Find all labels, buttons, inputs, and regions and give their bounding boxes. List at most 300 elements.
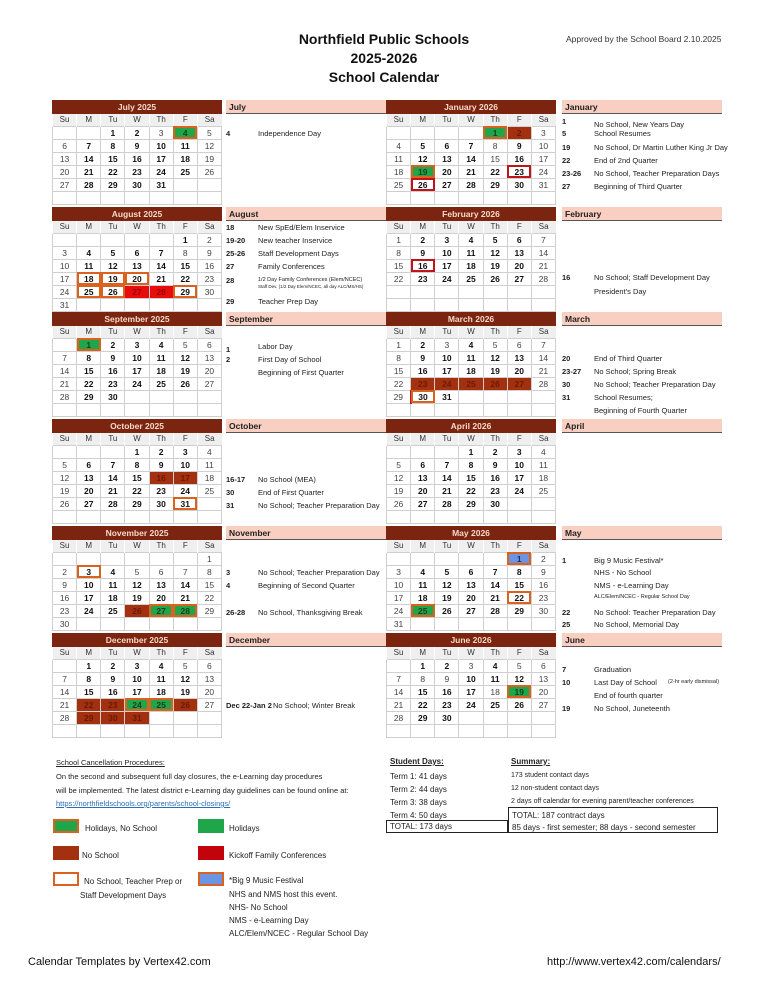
calendar-day: 19 — [435, 591, 459, 604]
calendar-day: 15 — [411, 685, 435, 698]
notes-october — [226, 419, 386, 510]
calendar-day: 18 — [387, 165, 411, 178]
weekday-header: M — [77, 114, 101, 126]
notes-title: March — [562, 312, 722, 326]
calendar-day: 9 — [101, 672, 125, 685]
calendar-day: 27 — [125, 285, 149, 298]
calendar-day: 30 — [435, 711, 459, 724]
calendar-day: 16 — [53, 591, 77, 604]
weekday-header: Th — [483, 326, 507, 338]
calendar-day: 29 — [483, 178, 507, 191]
calendar-day: 10 — [77, 578, 101, 591]
calendar-day: 24 — [507, 484, 531, 497]
notes-title: September — [226, 312, 386, 326]
calendar-day: 19 — [483, 364, 507, 377]
calendar-day: 26 — [483, 377, 507, 390]
summary-title: Summary: — [511, 757, 551, 766]
empty-cell — [411, 191, 435, 204]
weekday-header: Tu — [101, 540, 125, 552]
weekday-header: Sa — [197, 221, 221, 233]
footer-url[interactable]: http://www.vertex42.com/calendars/ — [547, 956, 721, 968]
empty-cell — [173, 191, 197, 204]
calendar-day: 19 — [197, 152, 221, 165]
note-date: 23-26 — [562, 169, 582, 178]
empty-cell — [507, 510, 531, 523]
calendar-day: 3 — [125, 659, 149, 672]
calendar-day: 8 — [197, 565, 221, 578]
calendar-day: 14 — [531, 246, 555, 259]
empty-cell — [77, 445, 101, 458]
calendar-day: 29 — [459, 497, 483, 510]
month-february-2026 — [386, 207, 556, 312]
empty-cell — [53, 552, 77, 565]
calendar-day: 29 — [197, 604, 221, 617]
calendar-day: 11 — [387, 152, 411, 165]
note-text: End of First Quarter — [258, 488, 324, 497]
note-text: Big 9 Music Festival* — [594, 556, 664, 565]
calendar-day: 16 — [411, 259, 435, 272]
empty-cell — [459, 510, 483, 523]
weekday-header: F — [173, 114, 197, 126]
calendar-day: 20 — [197, 685, 221, 698]
empty-cell — [101, 445, 125, 458]
note-date: 1 — [562, 556, 567, 565]
calendar-day: 21 — [435, 484, 459, 497]
calendar-day: 17 — [173, 471, 197, 484]
calendar-day: 1 — [459, 445, 483, 458]
note-text: NMS - e-Learning Day — [594, 581, 669, 590]
calendar-day: 5 — [507, 659, 531, 672]
weekday-header: Sa — [531, 221, 555, 233]
calendar-day: 7 — [101, 458, 125, 471]
calendar-day: 30 — [531, 604, 555, 617]
calendar-day: 14 — [459, 152, 483, 165]
calendar-day: 1 — [411, 659, 435, 672]
notes-march — [562, 312, 722, 415]
calendar-day: 28 — [483, 604, 507, 617]
calendar-day: 24 — [435, 377, 459, 390]
note-text: No School, Dr Martin Luther King Jr Day — [594, 143, 728, 152]
empty-cell — [459, 191, 483, 204]
calendar-day: 15 — [173, 259, 197, 272]
calendar-day: 11 — [173, 139, 197, 152]
calendar-row-3 — [52, 312, 722, 417]
calendar-day: 14 — [149, 259, 173, 272]
weekday-header: Tu — [435, 221, 459, 233]
calendar-day: 2 — [197, 233, 221, 246]
calendar-day: 14 — [53, 364, 77, 377]
empty-cell — [435, 445, 459, 458]
calendar-day: 9 — [125, 139, 149, 152]
weekday-header: M — [77, 433, 101, 445]
notes-title: October — [226, 419, 386, 433]
weekday-header: F — [507, 221, 531, 233]
calendar-day: 3 — [77, 565, 101, 578]
school-closings-link[interactable]: https://northfieldschools.org/parents/school-closings/ — [56, 799, 231, 808]
empty-cell — [173, 298, 197, 311]
empty-cell — [411, 617, 435, 630]
calendar-day: 26 — [173, 698, 197, 711]
calendar-day: 13 — [507, 246, 531, 259]
empty-cell — [53, 445, 77, 458]
notes-title: July — [226, 100, 386, 114]
calendar-day: 3 — [125, 338, 149, 351]
note-text: Beginning of Third Quarter — [594, 182, 683, 191]
approval-note: Approved by the School Board 2.10.2025 — [566, 34, 722, 44]
calendar-day: 4 — [483, 659, 507, 672]
calendar-day: 20 — [507, 364, 531, 377]
legend-prep-line1: No School, Teacher Prep or — [84, 877, 183, 886]
calendar-day: 11 — [531, 458, 555, 471]
empty-cell — [411, 298, 435, 311]
empty-cell — [411, 724, 435, 737]
calendar-day: 30 — [507, 178, 531, 191]
cancellation-title: School Cancellation Procedures: — [56, 758, 165, 767]
empty-cell — [197, 178, 221, 191]
calendar-day: 22 — [77, 377, 101, 390]
calendar-day: 27 — [507, 377, 531, 390]
note-date: 26-28 — [226, 608, 246, 617]
calendar-day: 23 — [483, 484, 507, 497]
note-text: No School: Teacher Preparation Day — [594, 608, 716, 617]
calendar-day: 15 — [459, 471, 483, 484]
note-text: President's Day — [594, 287, 647, 296]
note-text: Teacher Prep Day — [258, 297, 319, 306]
calendar-day: 21 — [149, 272, 173, 285]
month-september-2025 — [52, 312, 222, 417]
empty-cell — [387, 285, 411, 298]
calendar-day: 11 — [459, 246, 483, 259]
note-date: 7 — [562, 665, 567, 674]
month-title: August 2025 — [52, 207, 222, 221]
empty-cell — [149, 298, 173, 311]
calendar-day: 30 — [149, 497, 173, 510]
calendar-day: 29 — [411, 711, 435, 724]
empty-cell — [77, 126, 101, 139]
weekday-header: Su — [53, 221, 77, 233]
calendar-day: 19 — [173, 685, 197, 698]
weekday-header: Su — [387, 433, 411, 445]
empty-cell — [77, 510, 101, 523]
calendar-day: 19 — [173, 364, 197, 377]
calendar-day: 8 — [101, 139, 125, 152]
empty-cell — [387, 403, 411, 416]
calendar-day: 30 — [411, 390, 435, 403]
calendar-day: 28 — [101, 497, 125, 510]
empty-cell — [149, 233, 173, 246]
calendar-day: 3 — [53, 246, 77, 259]
calendar-day: 7 — [459, 139, 483, 152]
calendar-day: 1 — [173, 233, 197, 246]
empty-cell — [125, 617, 149, 630]
notes-january — [562, 100, 728, 191]
calendar-day: 6 — [53, 139, 77, 152]
empty-cell — [459, 617, 483, 630]
calendar-day: 14 — [53, 685, 77, 698]
calendar-day: 18 — [149, 685, 173, 698]
calendar-day: 7 — [53, 672, 77, 685]
empty-cell — [149, 724, 173, 737]
empty-cell — [459, 126, 483, 139]
note-text: Last Day of School — [594, 678, 657, 687]
calendar-day: 26 — [387, 497, 411, 510]
calendar-day: 2 — [101, 338, 125, 351]
weekday-header: M — [77, 540, 101, 552]
calendar-day: 20 — [507, 259, 531, 272]
empty-cell — [411, 445, 435, 458]
calendar-row-5 — [52, 526, 722, 631]
calendar-day: 25 — [77, 285, 101, 298]
calendar-day: 24 — [53, 285, 77, 298]
empty-cell — [387, 298, 411, 311]
calendar-day: 3 — [387, 565, 411, 578]
calendar-day: 15 — [387, 364, 411, 377]
calendar-day: 24 — [387, 604, 411, 617]
calendar-day: 7 — [483, 565, 507, 578]
calendar-day: 23 — [101, 377, 125, 390]
calendar-day: 11 — [483, 672, 507, 685]
calendar-day: 17 — [387, 591, 411, 604]
note-date: 22 — [562, 608, 571, 617]
weekday-header: Tu — [435, 114, 459, 126]
note-text: School Resumes — [594, 129, 651, 138]
calendar-day: 24 — [125, 377, 149, 390]
empty-cell — [101, 724, 125, 737]
calendar-day: 13 — [411, 471, 435, 484]
calendar-day: 19 — [101, 272, 125, 285]
month-december-2025 — [52, 633, 222, 738]
empty-cell — [173, 617, 197, 630]
empty-cell — [483, 403, 507, 416]
empty-cell — [411, 510, 435, 523]
empty-cell — [459, 711, 483, 724]
calendar-day: 8 — [411, 672, 435, 685]
calendar-day: 1 — [77, 338, 101, 351]
calendar-day: 20 — [459, 591, 483, 604]
calendar-day: 21 — [53, 698, 77, 711]
empty-cell — [101, 233, 125, 246]
legend-music-swatch — [198, 872, 224, 886]
note-text: End of Third Quarter — [594, 354, 663, 363]
calendar-day: 8 — [77, 672, 101, 685]
empty-cell — [125, 233, 149, 246]
empty-cell — [53, 338, 77, 351]
empty-cell — [125, 191, 149, 204]
calendar-day: 14 — [173, 578, 197, 591]
calendar-day: 24 — [459, 698, 483, 711]
notes-title: August — [226, 207, 386, 221]
note-date: 1 — [226, 345, 231, 354]
weekday-header: Sa — [197, 114, 221, 126]
calendar-day: 27 — [459, 604, 483, 617]
calendar-day: 12 — [173, 672, 197, 685]
cancellation-text-2: will be implemented. The latest district e-Learning day guidelines can be found online at: — [56, 786, 349, 795]
calendar-day: 8 — [77, 351, 101, 364]
note-text: Graduation — [594, 665, 632, 674]
calendar-day: 4 — [149, 659, 173, 672]
note-date: 25-26 — [226, 249, 246, 258]
empty-cell — [459, 403, 483, 416]
legend-prep-line2: Staff Development Days — [80, 891, 167, 900]
weekday-header: M — [411, 221, 435, 233]
calendar-day: 18 — [459, 364, 483, 377]
empty-cell — [483, 191, 507, 204]
empty-cell — [125, 403, 149, 416]
weekday-header: Su — [387, 114, 411, 126]
month-title: April 2026 — [386, 419, 556, 433]
calendar-day: 19 — [53, 484, 77, 497]
calendar-day: 13 — [53, 152, 77, 165]
calendar-day: 10 — [459, 672, 483, 685]
weekday-header: W — [125, 433, 149, 445]
footer-credit: Calendar Templates by Vertex42.com — [28, 956, 211, 968]
month-title: May 2026 — [386, 526, 556, 540]
calendar-day: 22 — [411, 698, 435, 711]
calendar-day: 14 — [77, 152, 101, 165]
weekday-header: M — [77, 647, 101, 659]
calendar-day: 23 — [125, 165, 149, 178]
weekday-header: M — [411, 647, 435, 659]
calendar-day: 26 — [125, 604, 149, 617]
empty-cell — [149, 191, 173, 204]
note-date: 10 — [562, 678, 571, 687]
calendar-day: 23 — [149, 484, 173, 497]
calendar-day: 15 — [483, 152, 507, 165]
weekday-header: Su — [53, 114, 77, 126]
calendar-day: 27 — [197, 698, 221, 711]
calendar-day: 3 — [531, 126, 555, 139]
calendar-day: 20 — [149, 591, 173, 604]
weekday-header: Su — [53, 647, 77, 659]
calendar-day: 23 — [507, 165, 531, 178]
empty-cell — [411, 285, 435, 298]
calendar-day: 24 — [149, 165, 173, 178]
weekday-header: F — [507, 540, 531, 552]
month-july-2025 — [52, 100, 222, 205]
empty-cell — [531, 617, 555, 630]
calendar-day: 2 — [53, 565, 77, 578]
calendar-day: 20 — [125, 272, 149, 285]
calendar-day: 19 — [411, 165, 435, 178]
calendar-day: 26 — [483, 272, 507, 285]
calendar-day: 5 — [435, 565, 459, 578]
calendar-day: 7 — [387, 672, 411, 685]
cancellation-text-1: On the second and subsequent full day closures, the e-Learning day procedures — [56, 772, 323, 781]
weekday-header: Th — [483, 114, 507, 126]
empty-cell — [173, 552, 197, 565]
calendar-day: 12 — [101, 259, 125, 272]
note-text: Independence Day — [258, 129, 321, 138]
calendar-day: 16 — [435, 685, 459, 698]
note-text: No School; Teacher Preparation Day — [594, 380, 716, 389]
calendar-day: 7 — [531, 338, 555, 351]
note-date: 31 — [226, 501, 235, 510]
calendar-day: 12 — [507, 672, 531, 685]
note-text: New teacher Inservice — [258, 236, 333, 245]
calendar-day: 29 — [173, 285, 197, 298]
note-date: 30 — [226, 488, 235, 497]
calendar-day: 30 — [483, 497, 507, 510]
empty-cell — [197, 711, 221, 724]
month-title: February 2026 — [386, 207, 556, 221]
calendar-day: 3 — [507, 445, 531, 458]
empty-cell — [411, 403, 435, 416]
empty-cell — [77, 298, 101, 311]
weekday-header: Th — [483, 221, 507, 233]
calendar-day: 22 — [173, 272, 197, 285]
note-text: No School; Spring Break — [594, 367, 677, 376]
calendar-day: 8 — [507, 565, 531, 578]
calendar-day: 17 — [77, 591, 101, 604]
calendar-day: 28 — [387, 711, 411, 724]
calendar-day: 7 — [53, 351, 77, 364]
calendar-day: 22 — [101, 165, 125, 178]
calendar-day: 12 — [173, 351, 197, 364]
weekday-header: Tu — [101, 433, 125, 445]
calendar-day: 16 — [125, 152, 149, 165]
calendar-day: 31 — [173, 497, 197, 510]
calendar-day: 6 — [125, 246, 149, 259]
calendar-day: 7 — [531, 233, 555, 246]
empty-cell — [435, 510, 459, 523]
note-text: (2-hr early dismissal) — [668, 679, 720, 685]
empty-cell — [387, 659, 411, 672]
calendar-day: 3 — [435, 338, 459, 351]
calendar-day: 22 — [459, 484, 483, 497]
calendar-day: 2 — [149, 445, 173, 458]
note-date: 19 — [562, 704, 571, 713]
weekday-header: F — [173, 540, 197, 552]
calendar-day: 2 — [507, 126, 531, 139]
empty-cell — [531, 298, 555, 311]
notes-title: December — [226, 633, 386, 647]
month-january-2026 — [386, 100, 556, 205]
calendar-day: 25 — [101, 604, 125, 617]
summary-semesters: 85 days - first semester; 88 days - second semester — [512, 823, 696, 832]
calendar-day: 22 — [483, 165, 507, 178]
calendar-day: 6 — [197, 659, 221, 672]
calendar-day: 5 — [387, 458, 411, 471]
calendar-day: 15 — [77, 364, 101, 377]
empty-cell — [459, 285, 483, 298]
empty-cell — [101, 552, 125, 565]
empty-cell — [411, 126, 435, 139]
calendar-day: 21 — [387, 698, 411, 711]
summary-line-1: 173 student contact days — [511, 772, 589, 779]
term-3: Term 3: 38 days — [390, 798, 447, 807]
calendar-day: 9 — [411, 246, 435, 259]
empty-cell — [53, 191, 77, 204]
empty-cell — [77, 617, 101, 630]
calendar-day: 17 — [149, 152, 173, 165]
calendar-day: 27 — [197, 377, 221, 390]
calendar-day: 10 — [125, 672, 149, 685]
calendar-day: 10 — [531, 139, 555, 152]
calendar-day: 15 — [507, 578, 531, 591]
note-date: 4 — [226, 129, 231, 138]
calendar-day: 12 — [483, 246, 507, 259]
calendar-day: 9 — [411, 351, 435, 364]
calendar-day: 24 — [531, 165, 555, 178]
calendar-day: 2 — [483, 445, 507, 458]
note-text: ALC/Elem/NCEC - Regular School Day — [594, 594, 690, 600]
weekday-header: W — [459, 114, 483, 126]
calendar-day: 16 — [411, 364, 435, 377]
empty-cell — [387, 191, 411, 204]
notes-december — [226, 633, 386, 710]
weekday-header: F — [173, 647, 197, 659]
calendar-day: 8 — [173, 246, 197, 259]
